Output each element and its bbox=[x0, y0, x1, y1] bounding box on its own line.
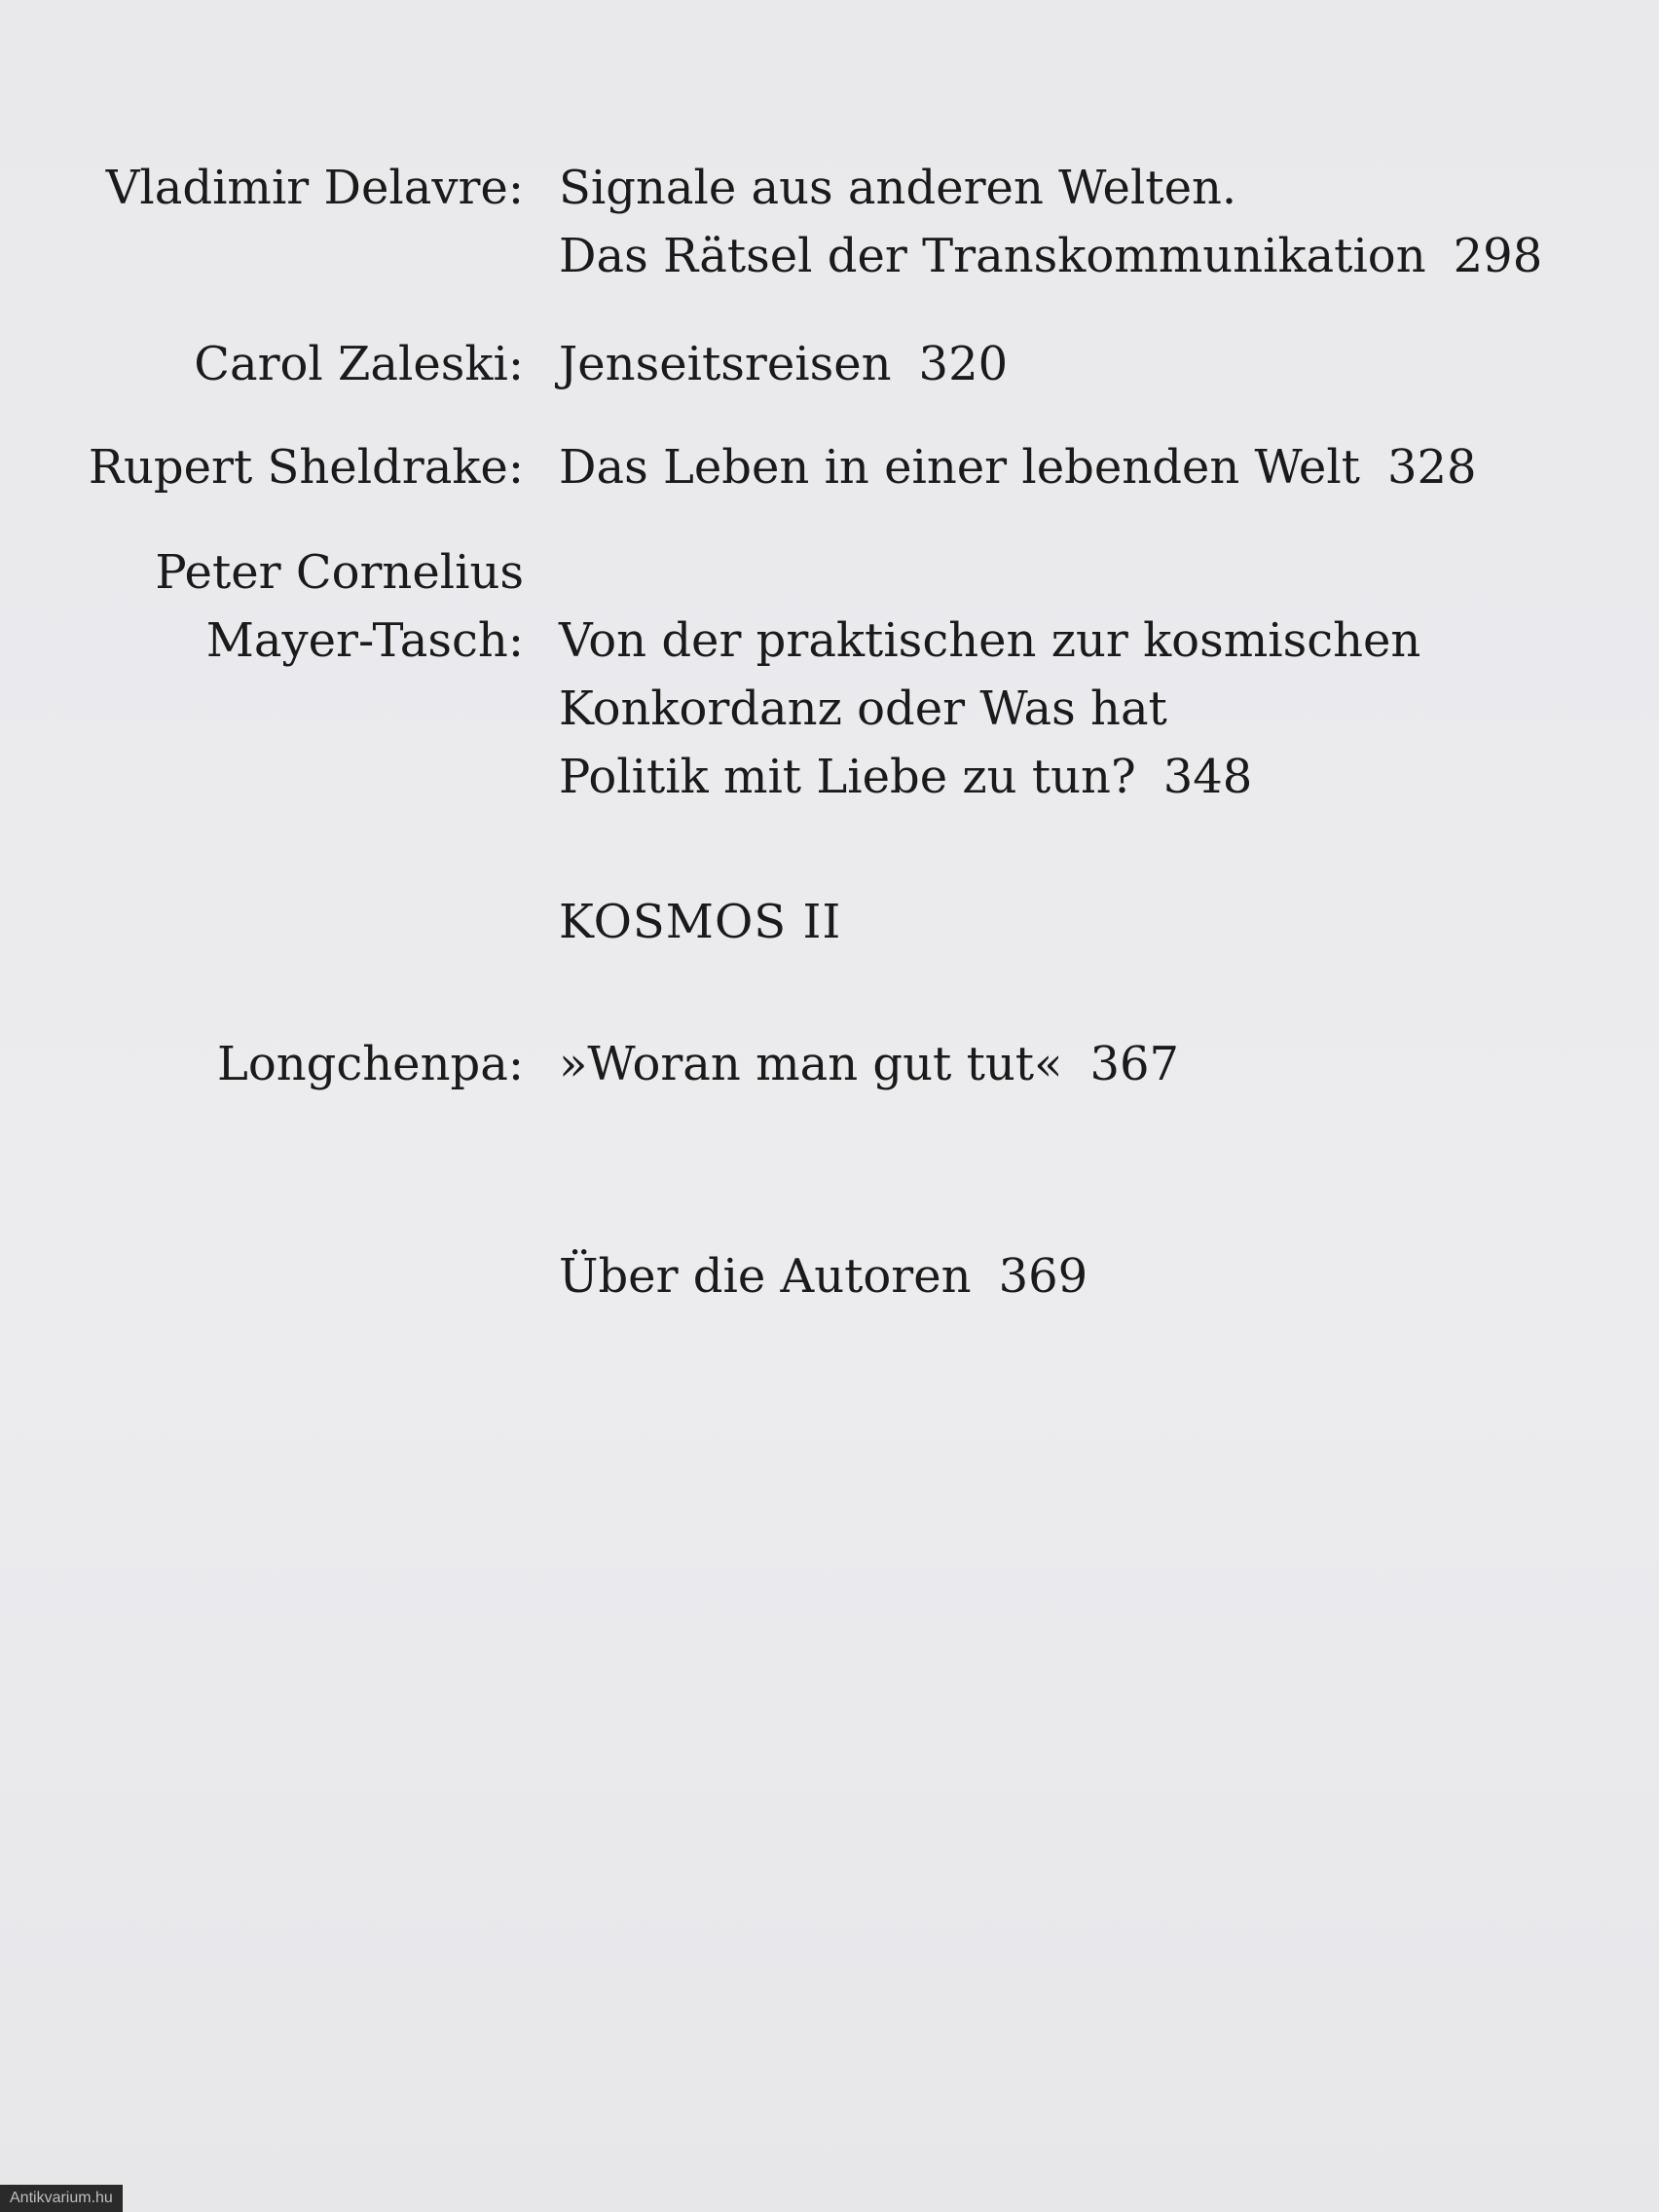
toc-title-line bbox=[559, 1030, 1179, 1098]
toc-page-number: 298 bbox=[1453, 229, 1543, 283]
toc-title-line bbox=[559, 433, 1477, 501]
toc-page-number: 328 bbox=[1386, 440, 1477, 495]
toc-title bbox=[559, 154, 1542, 290]
toc-title-line bbox=[559, 330, 1008, 398]
toc-author-line: Peter Cornelius bbox=[155, 545, 524, 600]
toc-author bbox=[155, 538, 524, 675]
toc-title bbox=[559, 330, 1008, 398]
toc-title bbox=[559, 1030, 1179, 1098]
source-watermark: Antikvarium.hu bbox=[0, 2185, 123, 2212]
toc-title-text: Das Rätsel der Transkommunikation bbox=[559, 229, 1426, 283]
toc-author: Rupert Sheldrake: bbox=[88, 440, 524, 495]
toc-title-line bbox=[559, 222, 1542, 290]
toc-title-line bbox=[559, 743, 1420, 811]
toc-title-text: »Woran man gut tut« bbox=[559, 1037, 1063, 1091]
toc-author-line: Mayer-Tasch: bbox=[205, 613, 524, 668]
toc-page-number: 348 bbox=[1162, 750, 1253, 804]
toc-author: Vladimir Delavre: bbox=[105, 161, 524, 215]
toc-title-line: Signale aus anderen Welten. bbox=[559, 161, 1237, 215]
toc-page-number: 367 bbox=[1089, 1037, 1180, 1091]
toc-title bbox=[559, 1242, 1088, 1310]
toc-title-text: Das Leben in einer lebenden Welt bbox=[559, 440, 1360, 495]
toc-title-text: Politik mit Liebe zu tun? bbox=[559, 750, 1136, 804]
toc-page-number: 369 bbox=[998, 1249, 1088, 1304]
toc-title-text: Über die Autoren bbox=[559, 1249, 972, 1304]
toc-title-line: Konkordanz oder Was hat bbox=[559, 682, 1167, 736]
toc-title-line: Von der praktischen zur kosmischen bbox=[559, 613, 1421, 668]
toc-author: Carol Zaleski: bbox=[194, 337, 524, 391]
section-heading: KOSMOS II bbox=[559, 895, 842, 949]
toc-author: Longchenpa: bbox=[216, 1037, 524, 1091]
toc-title bbox=[559, 607, 1420, 811]
toc-page-number: 320 bbox=[918, 337, 1009, 391]
toc-title-text: Jenseitsreisen bbox=[559, 337, 892, 391]
toc-title bbox=[559, 433, 1477, 501]
toc-title-line bbox=[559, 1242, 1088, 1310]
